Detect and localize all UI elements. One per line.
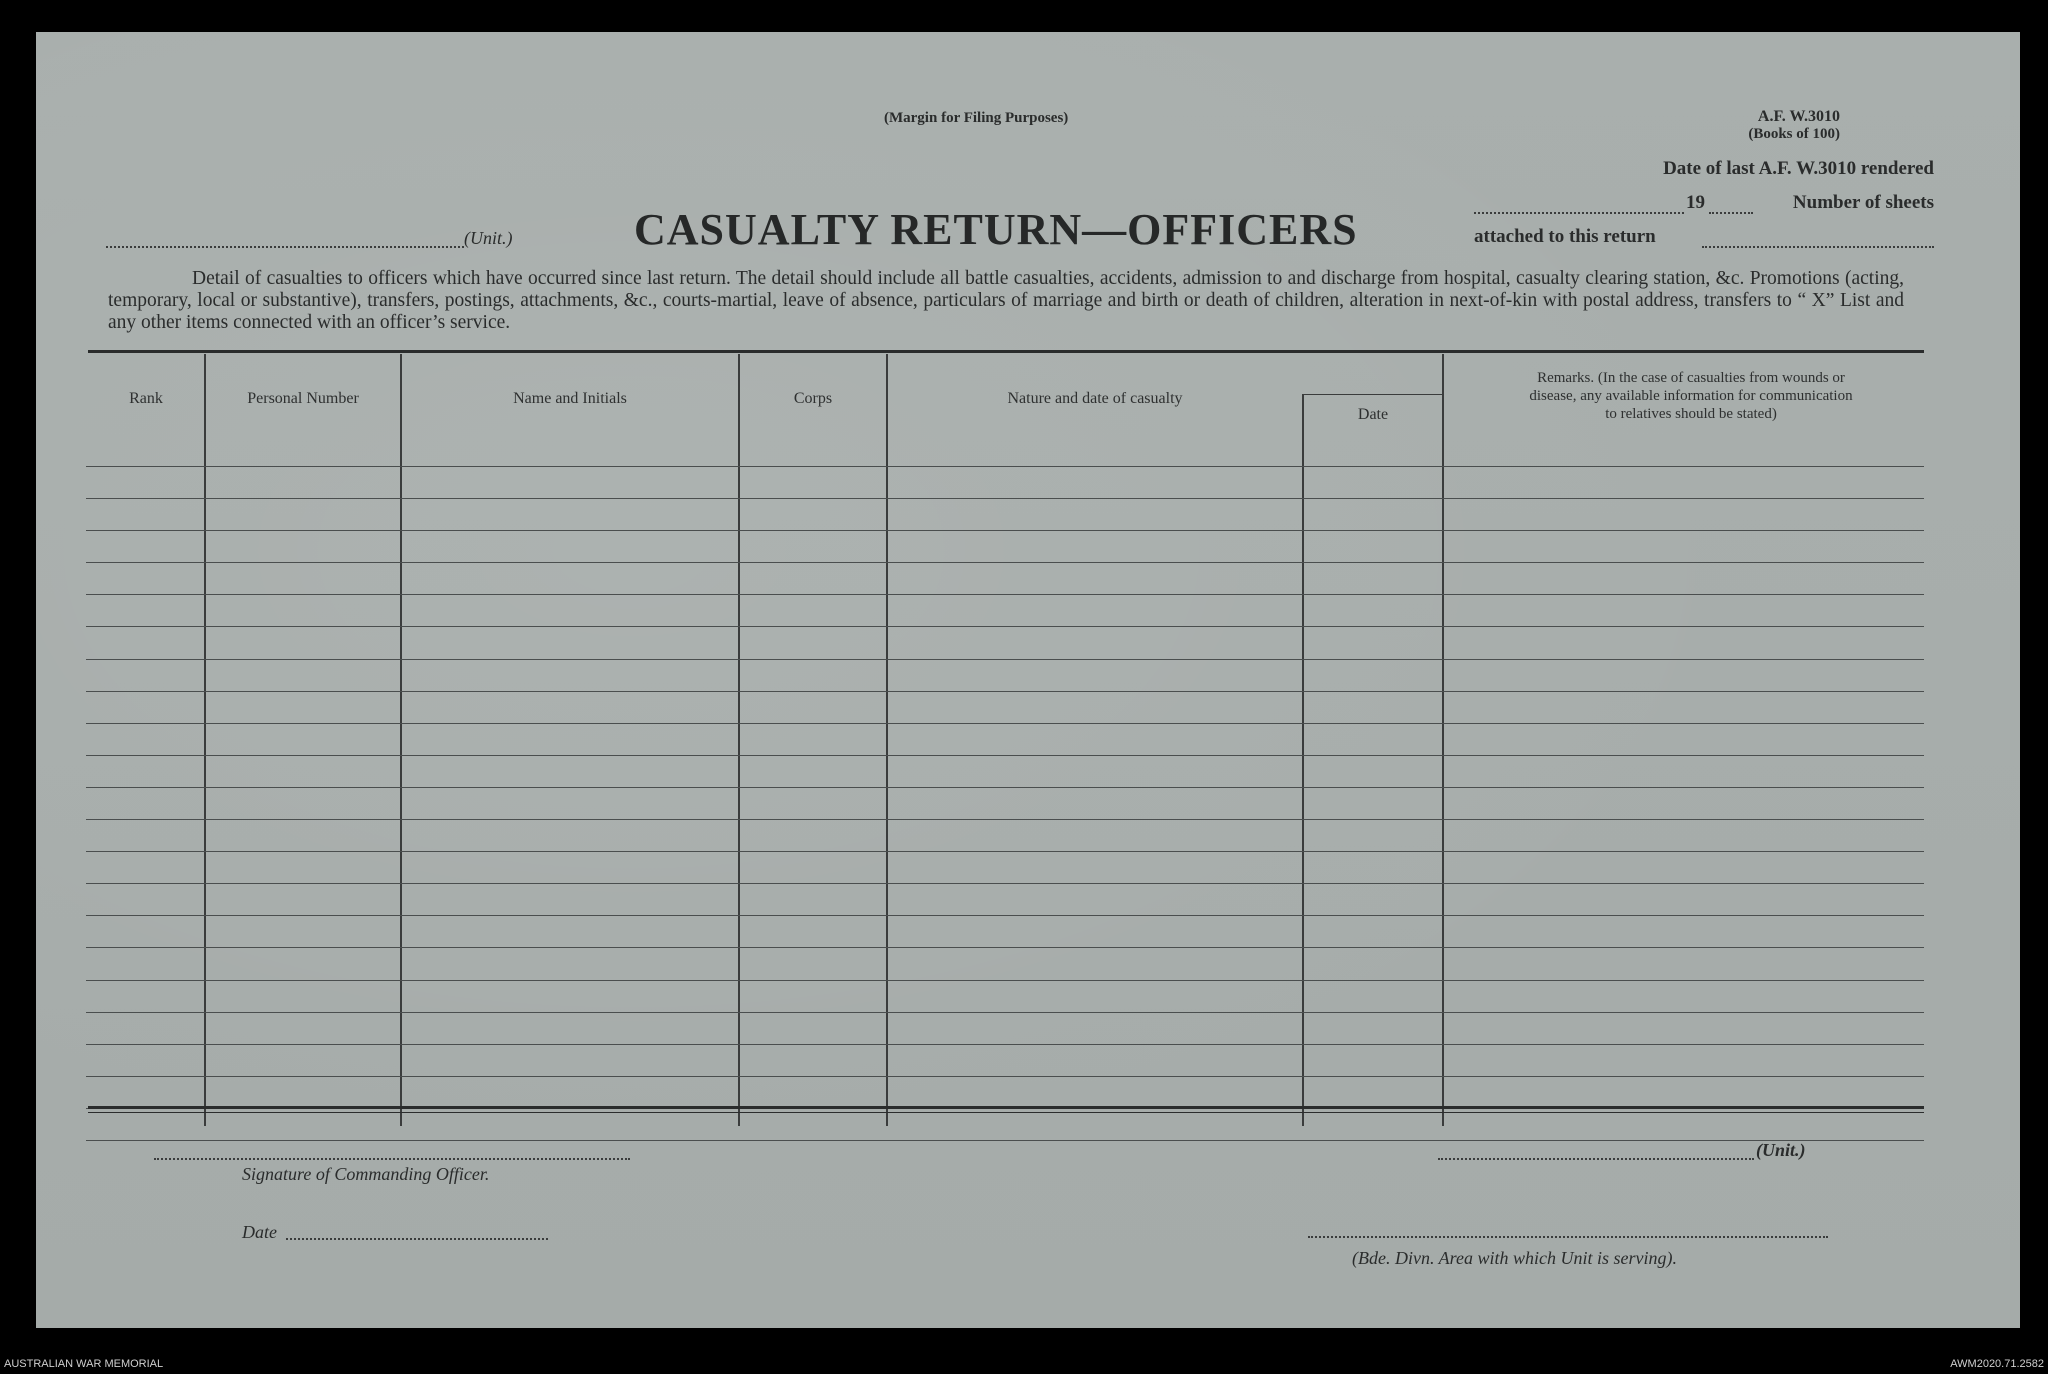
table-row-line xyxy=(86,755,1924,756)
form-code: A.F. W.3010 xyxy=(1757,108,1840,125)
attached-label: attached to this return xyxy=(1474,226,1656,247)
signature-date-field[interactable] xyxy=(286,1238,548,1240)
table-row-line xyxy=(86,851,1924,852)
table-row-line xyxy=(86,1140,1924,1141)
table-row-line xyxy=(86,562,1924,563)
unit-bottom-label: (Unit.) xyxy=(1756,1140,1806,1160)
archive-footer xyxy=(0,1328,2048,1374)
unit-field[interactable] xyxy=(106,246,464,248)
instructions-paragraph: Detail of casualties to officers which have occurred since last return. The detail should include all battle casualties, accidents, admission to and discharge from hospital, casualty clearing station, &c. Promotions (acting, temporary, local or substantive), transfers, postings, attachments, &c., courts-martial, leave of absence, particulars of marriage and birth or death of children, alteration in next-of-kin with postal address, transfers to “ X” List and any other items connected with an officer’s service. xyxy=(108,268,1904,333)
table-row-line xyxy=(86,947,1924,948)
year-prefix: 19 xyxy=(1686,192,1705,213)
col-header-remarks-2: disease, any available information for communication xyxy=(1529,388,1853,404)
col-header-rank: Rank xyxy=(129,390,163,407)
bde-label: (Bde. Divn. Area with which Unit is serving). xyxy=(1352,1248,1677,1268)
table-row-line xyxy=(86,626,1924,627)
col-header-remarks-3: to relatives should be stated) xyxy=(1605,406,1777,422)
table-row-line xyxy=(86,1076,1924,1077)
margin-note: (Margin for Filing Purposes) xyxy=(884,110,1069,126)
sheets-field[interactable] xyxy=(1702,246,1934,248)
table-row-line xyxy=(86,498,1924,499)
table-row-line xyxy=(86,1012,1924,1013)
form-sheet xyxy=(36,32,2020,1328)
footer-left: AUSTRALIAN WAR MEMORIAL xyxy=(4,1358,164,1370)
table-row-line xyxy=(86,691,1924,692)
col-header-name: Name and Initials xyxy=(513,390,627,407)
col-header-remarks-1: Remarks. (In the case of casualties from wounds or xyxy=(1537,370,1845,386)
unit-label: (Unit.) xyxy=(464,228,513,248)
table-row-line xyxy=(86,594,1924,595)
date-subheader-rule xyxy=(1302,394,1442,395)
table-row-line xyxy=(86,723,1924,724)
signature-label: Signature of Commanding Officer. xyxy=(242,1164,490,1184)
table-row-line xyxy=(86,915,1924,916)
date-last-label: Date of last A.F. W.3010 rendered xyxy=(1663,158,1934,179)
table-row-line xyxy=(86,530,1924,531)
date-label: Date xyxy=(242,1222,277,1242)
col-header-date: Date xyxy=(1357,406,1389,423)
col-header-corps: Corps xyxy=(793,390,833,407)
books-note: (Books of 100) xyxy=(1748,126,1840,142)
table-row-line xyxy=(86,980,1924,981)
table-row-line xyxy=(86,466,1924,467)
signature-field[interactable] xyxy=(154,1158,630,1160)
unit-bottom-field[interactable] xyxy=(1438,1158,1754,1160)
table-row-line xyxy=(86,819,1924,820)
col-header-nature: Nature and date of casualty xyxy=(1007,390,1183,407)
date-field[interactable] xyxy=(1474,212,1684,214)
table-row-line xyxy=(86,1044,1924,1045)
table-bottom-rule xyxy=(88,1106,1924,1109)
table-top-rule xyxy=(88,350,1924,353)
page-title: CASUALTY RETURN—OFFICERS xyxy=(634,205,1358,254)
table-rows[interactable] xyxy=(86,432,1924,1126)
number-sheets-label: Number of sheets xyxy=(1792,192,1934,213)
table-bottom-rule-thin xyxy=(88,1112,1924,1113)
table-row-line xyxy=(86,787,1924,788)
col-header-personal-number: Personal Number xyxy=(247,390,359,407)
footer-right: AWM2020.71.2582 xyxy=(1950,1358,2044,1370)
table-row-line xyxy=(86,659,1924,660)
bde-field[interactable] xyxy=(1308,1236,1828,1238)
table-row-line xyxy=(86,883,1924,884)
